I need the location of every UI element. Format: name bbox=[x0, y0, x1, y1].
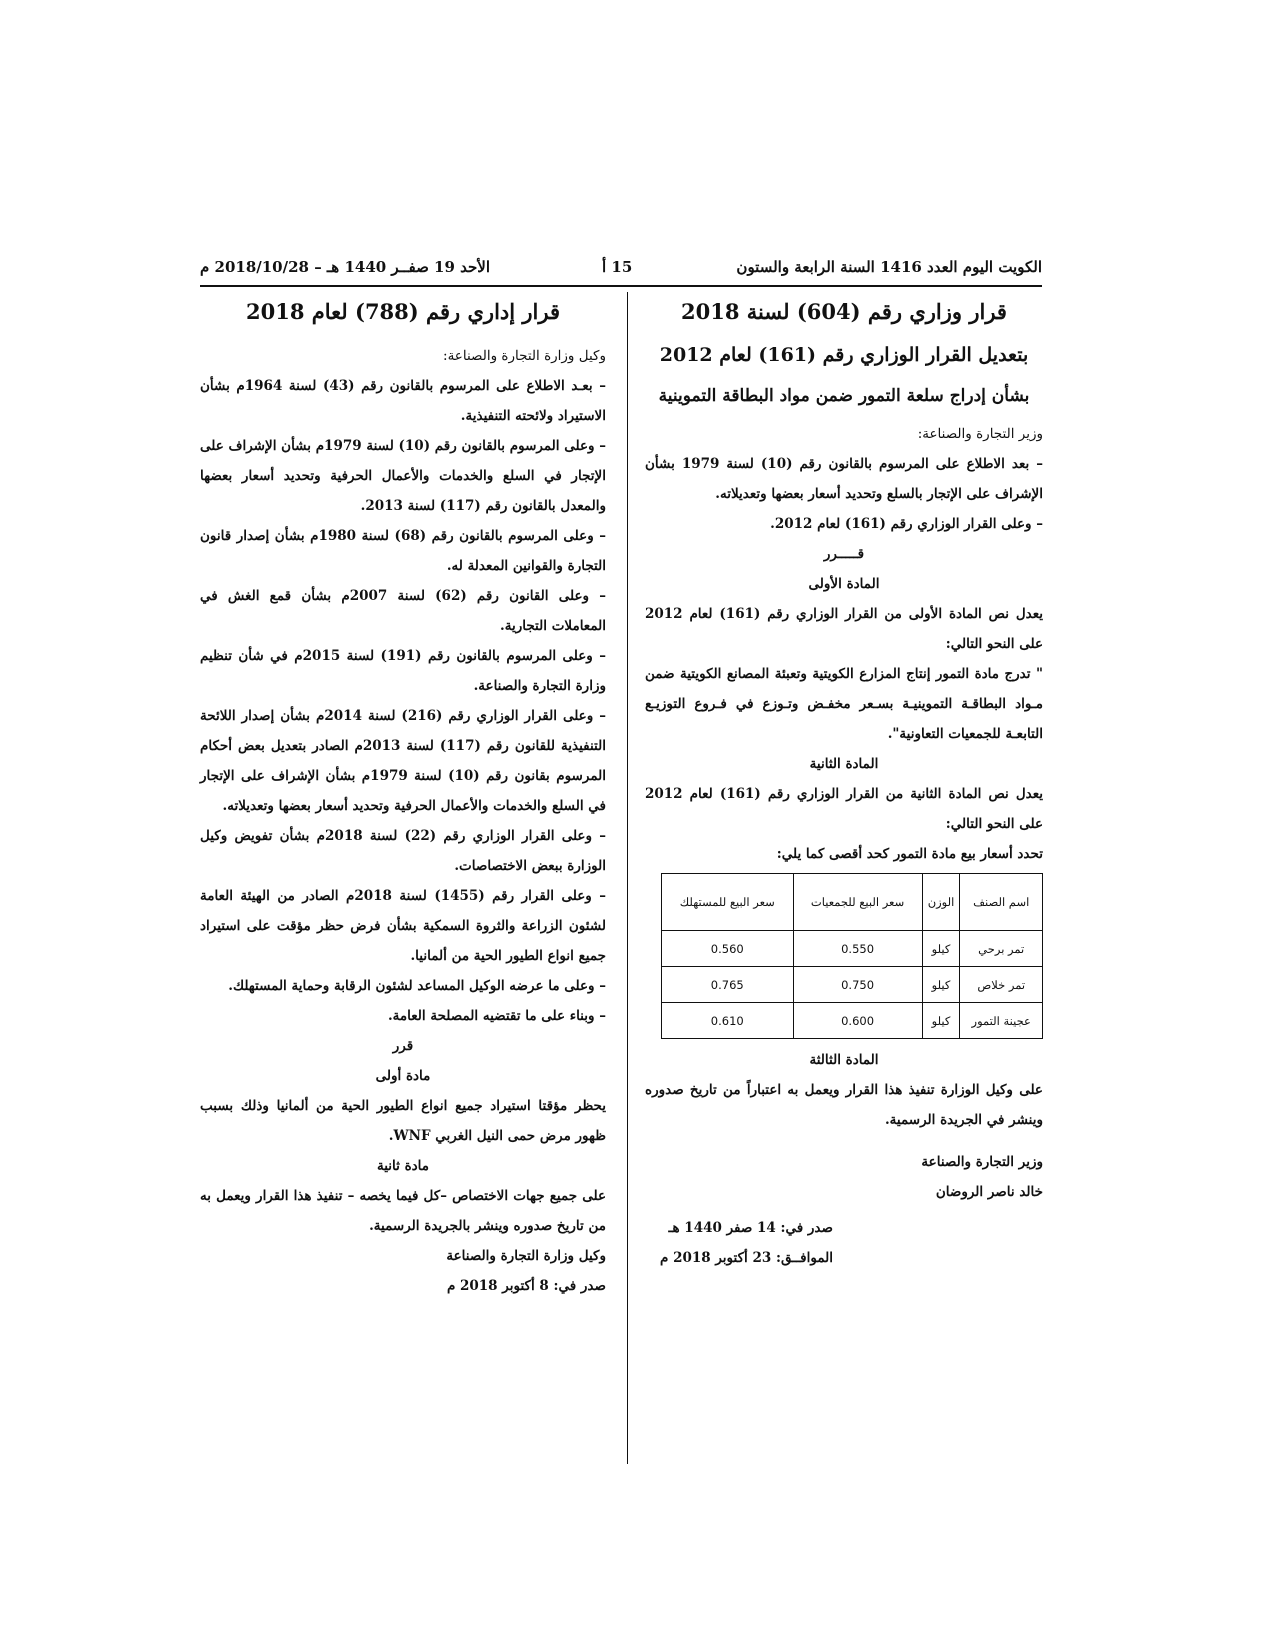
article-2-title: مادة ثانية bbox=[376, 1158, 430, 1174]
table-cell: كيلو bbox=[922, 967, 960, 1003]
table-cell: 0.750 bbox=[793, 967, 922, 1003]
table-cell: 0.610 bbox=[662, 1003, 794, 1039]
table-cell: 0.560 bbox=[662, 931, 794, 967]
article-3-title: المادة الثالثة bbox=[809, 1052, 879, 1068]
price-table bbox=[661, 873, 1043, 1039]
article-3-text: على وكيل الوزارة تنفيذ هذا القرار ويعمل به اعتباراً من تاريخ صدوره وينشر في الجريدة الرسمية. bbox=[645, 1082, 1043, 1128]
table-cell: 0.600 bbox=[793, 1003, 922, 1039]
issue-date: صدر في: 8 أكتوبر 2018 م bbox=[446, 1278, 606, 1294]
table-cell: تمر خلاص bbox=[960, 967, 1043, 1003]
ministerial-decision-column bbox=[645, 297, 1043, 1273]
decision-subtitle: بتعديل القرار الوزاري رقم (161) لعام 2012 bbox=[659, 344, 1029, 366]
table-cell: 0.765 bbox=[662, 967, 794, 1003]
issue-date-gregorian: الموافــق: 23 أكتوبر 2018 م bbox=[660, 1250, 833, 1266]
table-row bbox=[662, 1003, 1043, 1039]
decided-heading: قرر bbox=[392, 1038, 414, 1054]
table-cell: 0.550 bbox=[793, 931, 922, 967]
decision-subject: بشأن إدراج سلعة التمور ضمن مواد البطاقة التموينية bbox=[658, 386, 1030, 406]
table-header-cell: الوزن bbox=[922, 874, 960, 931]
recital: – وبناء على ما تقتضيه المصلحة العامة. bbox=[387, 1008, 606, 1024]
table-header-cell: سعر البيع للجمعيات bbox=[793, 874, 922, 931]
article-1-quote: " تدرج مادة التمور إنتاج المزارع الكويتية وتعبئة المصانع الكويتية ضمن مـواد البطاقـة التموينيـة بسـعر مخفـض وتـوزع في فـروع التوزيـع التابعـة للجمعيات التعاونية". bbox=[645, 666, 1043, 742]
signatory-title: وكيل وزارة التجارة والصناعة bbox=[446, 1248, 606, 1264]
recital: – وعلى القرار الوزاري رقم (161) لعام 2012. bbox=[770, 516, 1043, 532]
table-cell: عجينة التمور bbox=[960, 1003, 1043, 1039]
article-1-text: يعدل نص المادة الأولى من القرار الوزاري رقم (161) لعام 2012 على النحو التالي: bbox=[645, 606, 1043, 652]
decision-title: قرار إداري رقم (788) لعام 2018 bbox=[245, 299, 561, 324]
article-1-title: مادة أولى bbox=[375, 1068, 431, 1084]
page-header bbox=[200, 258, 1042, 280]
recital: – وعلى القانون رقم (62) لسنة 2007م بشأن قمع الغش في المعاملات التجارية. bbox=[200, 588, 606, 634]
gazette-issue-info: الكويت اليوم العدد 1416 السنة الرابعة والستون bbox=[736, 258, 1042, 276]
column-divider bbox=[627, 292, 628, 1464]
issuer-line: وكيل وزارة التجارة والصناعة: bbox=[443, 348, 606, 364]
issuer-line: وزير التجارة والصناعة: bbox=[917, 426, 1043, 442]
table-row bbox=[662, 967, 1043, 1003]
article-2-title: المادة الثانية bbox=[809, 756, 879, 772]
issue-date: الأحد 19 صفــر 1440 هـ – 2018/10/28 م bbox=[200, 258, 491, 276]
recital: – وعلى القرار الوزاري رقم (216) لسنة 2014م بشأن إصدار اللائحة التنفيذية للقانون رقم (117) لسنة 2013م الصادر بتعديل بعض أحكام المرسوم بقانون رقم (10) لسنة 1979م بشأن الإشراف على الإتجار في السلع والخدمات والأعمال الحرفية وتحديد أسعار بعضها وتعديلاته. bbox=[200, 708, 606, 814]
page-number: 15 أ bbox=[602, 258, 633, 276]
recital: – وعلى ما عرضه الوكيل المساعد لشئون الرقابة وحماية المستهلك. bbox=[228, 978, 606, 994]
recital: – بعـد الاطلاع على المرسوم بالقانون رقم (43) لسنة 1964م بشأن الاستيراد ولائحته التنفيذية. bbox=[200, 378, 606, 424]
table-cell: تمر برحي bbox=[960, 931, 1043, 967]
decided-heading: قـــــرر bbox=[823, 546, 865, 562]
table-header-row bbox=[662, 874, 1043, 931]
table-header-cell: سعر البيع للمستهلك bbox=[662, 874, 794, 931]
recital: – وعلى المرسوم بالقانون رقم (10) لسنة 1979م بشأن الإشراف على الإتجار في السلع والخدمات والأعمال الحرفية وتحديد أسعار بعضها والمعدل بالقانون رقم (117) لسنة 2013. bbox=[200, 438, 606, 514]
issue-date-hijri: صدر في: 14 صفر 1440 هـ bbox=[668, 1220, 833, 1236]
recital: – وعلى المرسوم بالقانون رقم (191) لسنة 2015م في شأن تنظيم وزارة التجارة والصناعة. bbox=[200, 648, 606, 694]
table-cell: كيلو bbox=[922, 1003, 960, 1039]
table-row bbox=[662, 931, 1043, 967]
article-1-title: المادة الأولى bbox=[808, 576, 880, 592]
recital: – وعلى المرسوم بالقانون رقم (68) لسنة 1980م بشأن إصدار قانون التجارة والقوانين المعدلة له. bbox=[200, 528, 606, 574]
recital: – وعلى القرار رقم (1455) لسنة 2018م الصادر من الهيئة العامة لشئون الزراعة والثروة السمكية بشأن فرض حظر مؤقت على استيراد جميع انواع الطيور الحية من ألمانيا. bbox=[200, 888, 606, 964]
header-rule bbox=[200, 285, 1042, 287]
article-2-text: على جميع جهات الاختصاص –كل فيما يخصه – تنفيذ هذا القرار ويعمل به من تاريخ صدوره وينشر بالجريدة الرسمية. bbox=[200, 1188, 606, 1234]
recital: – وعلى القرار الوزاري رقم (22) لسنة 2018م بشأن تفويض وكيل الوزارة ببعض الاختصاصات. bbox=[200, 828, 606, 874]
signatory-title: وزير التجارة والصناعة bbox=[921, 1154, 1043, 1170]
recital: – بعد الاطلاع على المرسوم بالقانون رقم (10) لسنة 1979 بشأن الإشراف على الإتجار بالسلع وتحديد أسعار بعضها وتعديلاته. bbox=[645, 456, 1044, 502]
table-cell: كيلو bbox=[922, 931, 960, 967]
article-2-text: يعدل نص المادة الثانية من القرار الوزاري رقم (161) لعام 2012 على النحو التالي: bbox=[645, 786, 1043, 832]
decision-title: قرار وزاري رقم (604) لسنة 2018 bbox=[681, 299, 1007, 324]
article-1-text: يحظر مؤقتا استيراد جميع انواع الطيور الحية من ألمانيا وذلك بسبب ظهور مرض حمى النيل الغربي WNF. bbox=[200, 1098, 606, 1144]
table-header-cell: اسم الصنف bbox=[960, 874, 1043, 931]
signatory-name: خالد ناصر الروضان bbox=[935, 1184, 1043, 1200]
administrative-decision-column bbox=[200, 297, 606, 1301]
price-table-intro: تحدد أسعار بيع مادة التمور كحد أقصى كما يلي: bbox=[776, 846, 1043, 862]
